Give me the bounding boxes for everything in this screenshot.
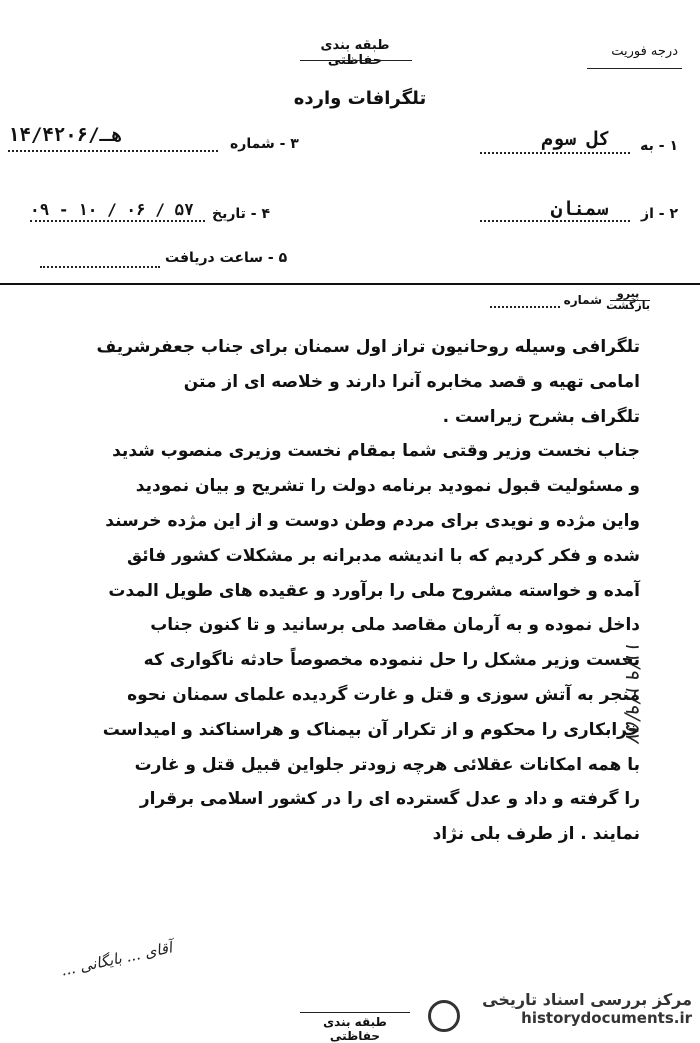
body-line: جناب نخست وزیر وقتی شما بمقام نخست وزیری منصوب شدید [112, 441, 640, 462]
receipt-dotted-line [40, 266, 160, 268]
body-line: نمایند . از طرف بلی نژاد [432, 824, 640, 845]
document-title: تلگرافات وارده [293, 88, 427, 109]
from-value: سمنان [550, 198, 608, 220]
from-dotted-line [480, 220, 630, 222]
telegram-body [40, 330, 640, 852]
body-line: نخست وزیر مشکل را حل ننموده مخصوصاً حادثه ناگواری که [143, 650, 640, 671]
bottom-handwriting: آقای ... بایگانی ... [59, 938, 174, 980]
to-label: ۱ - به [640, 138, 678, 154]
section-divider [0, 283, 700, 285]
date-label: ۴ - تاریخ [212, 206, 271, 222]
urgency-label: درجه فوریت [611, 44, 678, 59]
receipt-label: ۵ - ساعت دریافت [165, 250, 288, 266]
body-line: واین مژده و نویدی برای مردم وطن دوست و از این مژده خرسند [105, 510, 640, 531]
body-line: خرابکاری را محکوم و از تکرار آن بیمناک و هراسناکند و امیداست [102, 719, 640, 740]
body-line: با همه امکانات عقلائی هرچه زودتر جلواین قبیل قتل و غارت [134, 754, 640, 775]
archive-logo-icon [428, 1000, 460, 1032]
number-label: ۳ - شماره [230, 136, 299, 152]
watermark-url: historydocuments.ir [521, 1009, 692, 1027]
margin-handwriting: ۱۱/۹ ۲/۹/۵۷ [621, 640, 645, 742]
reference-number-label: شماره [563, 293, 602, 307]
to-value: کل سوم [541, 128, 610, 150]
urgency-underline [587, 68, 682, 69]
reference-dotted-line [490, 306, 560, 308]
return-label: بازگشت [606, 299, 650, 312]
body-line: و مسئولیت قبول نمودید برنامه دولت را تشریح و بیان نمودید [135, 476, 640, 497]
body-line: آمده و خواسته مشروح ملی را برآورد و عقیده های طویل المدت [108, 580, 640, 601]
classification-underline [300, 60, 412, 61]
to-dotted-line [480, 152, 630, 154]
number-dotted-line [8, 150, 218, 152]
watermark [482, 990, 692, 1027]
date-dotted-line [30, 220, 205, 222]
follow-label: پیرو [616, 287, 640, 300]
reference-divider [610, 300, 650, 301]
body-line: را گرفته و داد و عدل گسترده ای را در کشور اسلامی برقرار [139, 789, 640, 810]
body-line: شده و فکر کردیم که با اندیشه مدبرانه بر مشکلات کشور فائق [126, 545, 640, 566]
from-label: ۲ - از [641, 206, 678, 222]
body-line: تلگرافی وسیله روحانیون تراز اول سمنان برای جناب جعفرشریف [96, 337, 640, 357]
classification-footer: طبقه بندی حفاظتی [300, 1012, 410, 1043]
watermark-persian: مرکز بررسی اسناد تاریخی [482, 990, 692, 1009]
body-line: امامی تهیه و قصد مخابره آنرا دارند و خلاصه ای از متن [183, 371, 640, 392]
body-line: داخل نموده و به آرمان مقاصد ملی برسانید و تا کنون جناب [150, 615, 640, 636]
classification-header: طبقه بندی حفاظتی [320, 38, 390, 68]
body-line: منجر به آتش سوزی و قتل و غارت گردیده علمای سمنان نحوه [127, 684, 640, 705]
number-value: ۱۴/۴۲۰۶/هـ [8, 124, 123, 146]
date-value: ۰۹ - ۱۰ / ۰۶ / ۵۷ [30, 200, 194, 219]
body-line: تلگراف بشرح زیراست . [442, 406, 640, 427]
